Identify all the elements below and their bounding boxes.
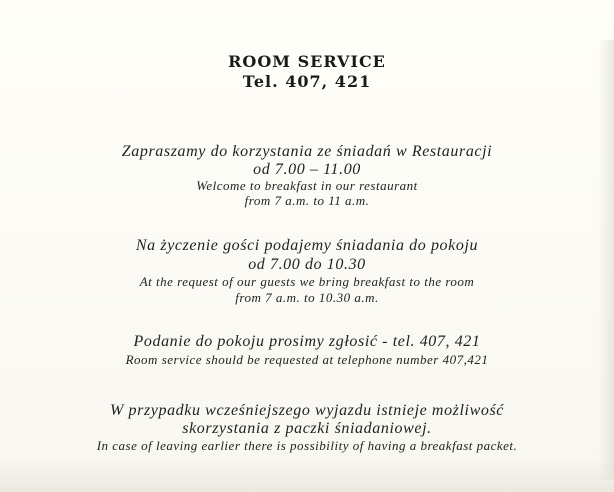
restaurant-breakfast-pl: Zapraszamy do korzystania ze śniadań w Restauracji: [121, 143, 493, 160]
early-departure-pl-1: W przypadku wcześniejszego wyjazdu istnieje możliwość: [110, 402, 504, 419]
restaurant-breakfast-hours-en: from 7 a.m. to 11 a.m.: [244, 193, 370, 208]
early-departure-pl-2: skorzystania z paczki śniadaniowej.: [182, 420, 432, 437]
room-breakfast-hours-pl: od 7.00 do 10.30: [248, 256, 366, 273]
room-breakfast-en: At the request of our guests we bring breakfast to the room: [139, 274, 475, 289]
room-breakfast-hours-en: from 7 a.m. to 10.30 a.m.: [235, 290, 379, 305]
page-bottom-fade: [0, 458, 614, 492]
restaurant-breakfast-hours-pl: od 7.00 – 11.00: [253, 161, 361, 178]
header-phone: Tel. 407, 421: [242, 72, 372, 91]
room-service-request-pl: Podanie do pokoju prosimy zgłosić - tel. 407, 421: [133, 333, 481, 350]
restaurant-breakfast-en: Welcome to breakfast in our restaurant: [196, 178, 418, 193]
page-title: ROOM SERVICE: [228, 52, 386, 71]
room-service-request-en: Room service should be requested at telephone number 407,421: [125, 352, 489, 367]
early-departure-en: In case of leaving earlier there is possibility of having a breakfast packet.: [96, 438, 518, 453]
room-breakfast-pl: Na życzenie gości podajemy śniadania do pokoju: [135, 237, 479, 254]
